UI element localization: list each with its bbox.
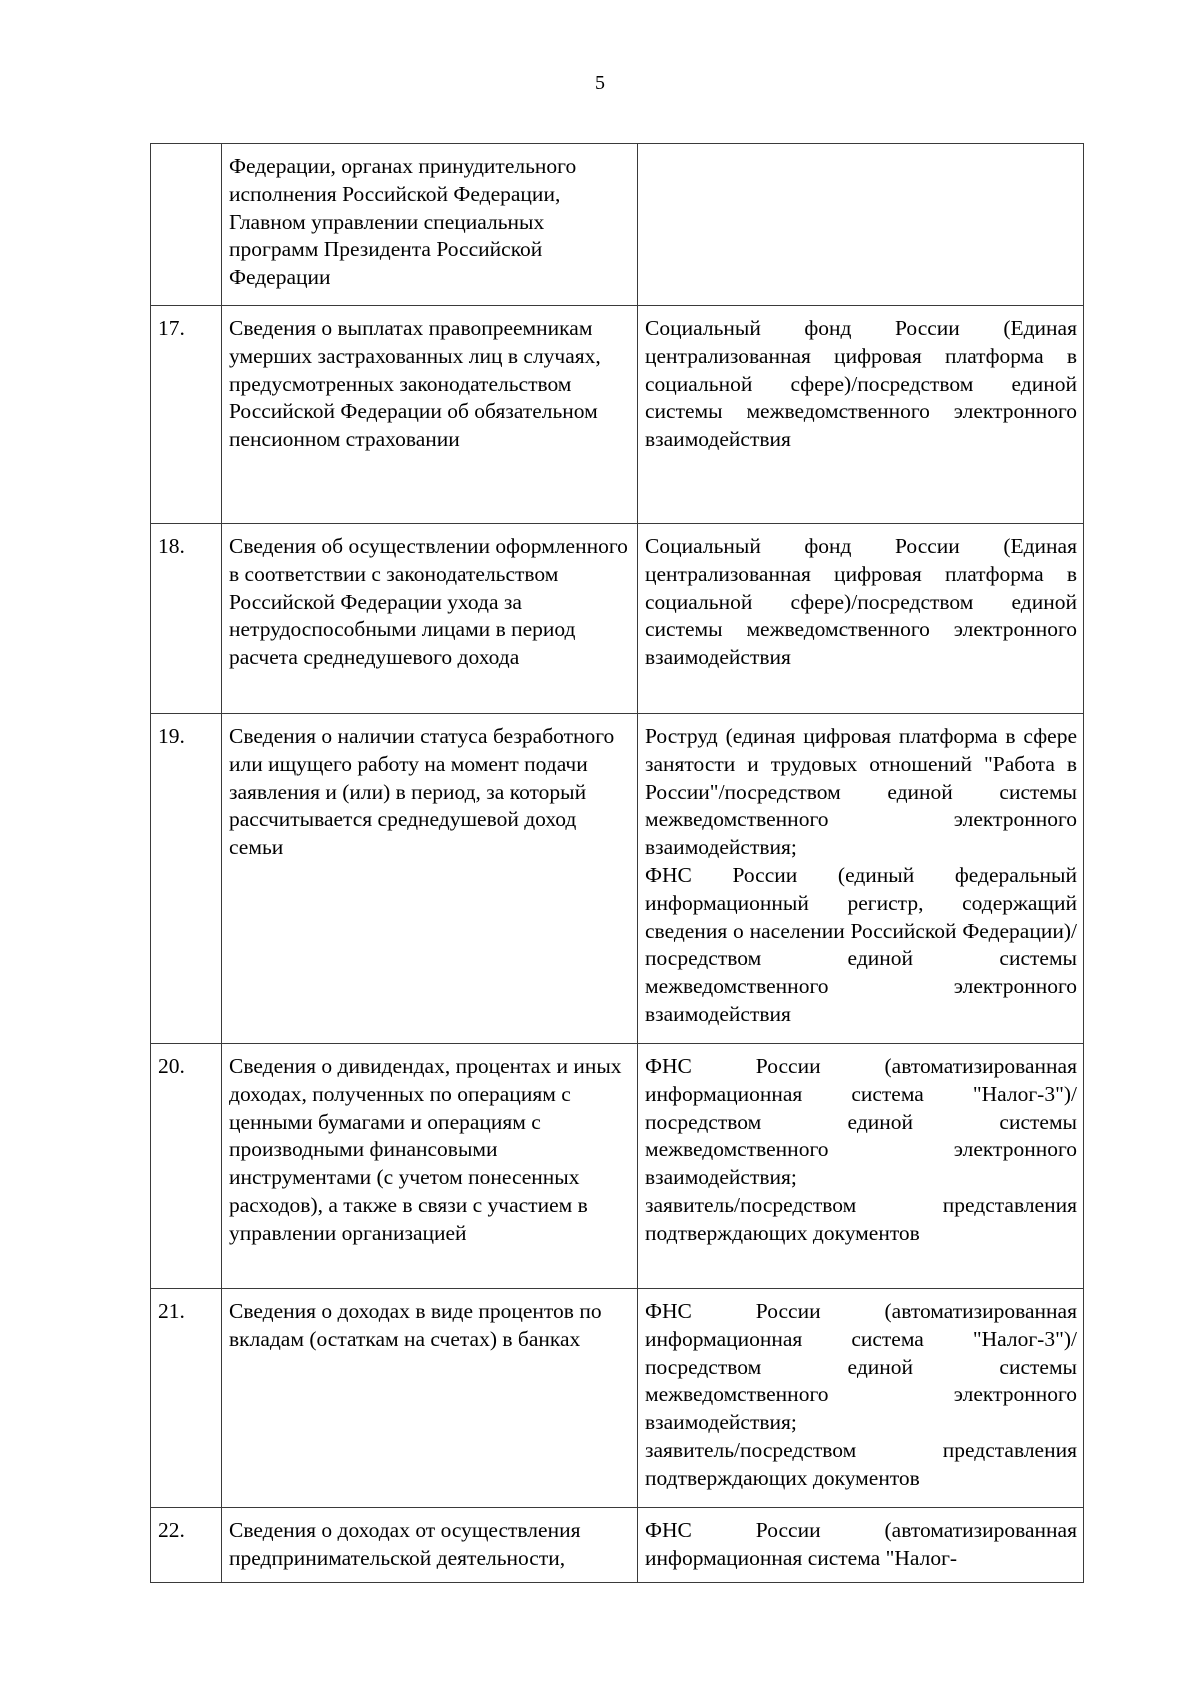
source-text: Роструд (единая цифровая платформа в сфере занятости и трудовых отношений "Работа в России"/посредством единой системы межведомственного электронного взаимодействия; [645,724,1077,860]
table-row [151,1044,1084,1289]
row-number: 19. [151,714,222,1044]
row-number: 17. [151,306,222,524]
source-cell [638,1289,1084,1508]
row-number: 20. [151,1044,222,1289]
row-number: 21. [151,1289,222,1508]
table-row [151,306,1084,524]
source-text: Социальный фонд России (Единая централизованная цифровая платформа в социальной сфере)/посредством единой системы межведомственного электронного взаимодействия [645,316,1077,452]
info-cell: Сведения о доходах в виде процентов по вкладам (остаткам на счетах) в банках [222,1289,638,1508]
info-cell: Сведения о дивидендах, процентах и иных доходах, полученных по операциям с ценными бумагами и операциям с производными финансовыми инструментами (с учетом понесенных расходов), а также в связи с участием в управлении организацией [222,1044,638,1289]
row-number [151,144,222,306]
info-cell: Сведения об осуществлении оформленного в соответствии с законодательством Российской Федерации ухода за нетрудоспособными лицами в период расчета среднедушевого дохода [222,524,638,714]
data-table [150,143,1084,1583]
source-text: ФНС России (автоматизированная информационная система "Налог-3")/посредством единой системы межведомственного электронного взаимодействия; [645,1054,1077,1190]
source-cell [638,714,1084,1044]
info-cell: Сведения о доходах от осуществления предпринимательской деятельности, [222,1508,638,1583]
row-number: 22. [151,1508,222,1583]
table-row [151,1289,1084,1508]
source-cell [638,306,1084,524]
page-number: 5 [595,72,605,94]
source-cell [638,1508,1084,1583]
table-row [151,524,1084,714]
table-row [151,714,1084,1044]
source-cell [638,144,1084,306]
source-cell [638,524,1084,714]
source-text: заявитель/посредством представления подтверждающих документов [645,1437,1077,1490]
source-text: заявитель/посредством представления подтверждающих документов [645,1192,1077,1245]
table-row [151,1508,1084,1583]
info-cell: Сведения о выплатах правопреемникам умерших застрахованных лиц в случаях, предусмотренных законодательством Российской Федерации об обязательном пенсионном страховании [222,306,638,524]
row-number: 18. [151,524,222,714]
source-text: ФНС России (единый федеральный информационный регистр, содержащий сведения о населении Российской Федерации)/посредством единой системы межведомственного электронного взаимодействия [645,862,1077,1026]
source-cell [638,1044,1084,1289]
table-row [151,144,1084,306]
info-cell: Федерации, органах принудительного исполнения Российской Федерации, Главном управлении специальных программ Президента Российской Федерации [222,144,638,306]
info-cell: Сведения о наличии статуса безработного или ищущего работу на момент подачи заявления и (или) в период, за который рассчитывается среднедушевой доход семьи [222,714,638,1044]
source-text: ФНС России (автоматизированная информационная система "Налог-3")/посредством единой системы межведомственного электронного взаимодействия; [645,1299,1077,1435]
source-text: Социальный фонд России (Единая централизованная цифровая платформа в социальной сфере)/посредством единой системы межведомственного электронного взаимодействия [645,534,1077,670]
source-text: ФНС России (автоматизированная информационная система "Налог- [645,1518,1077,1570]
